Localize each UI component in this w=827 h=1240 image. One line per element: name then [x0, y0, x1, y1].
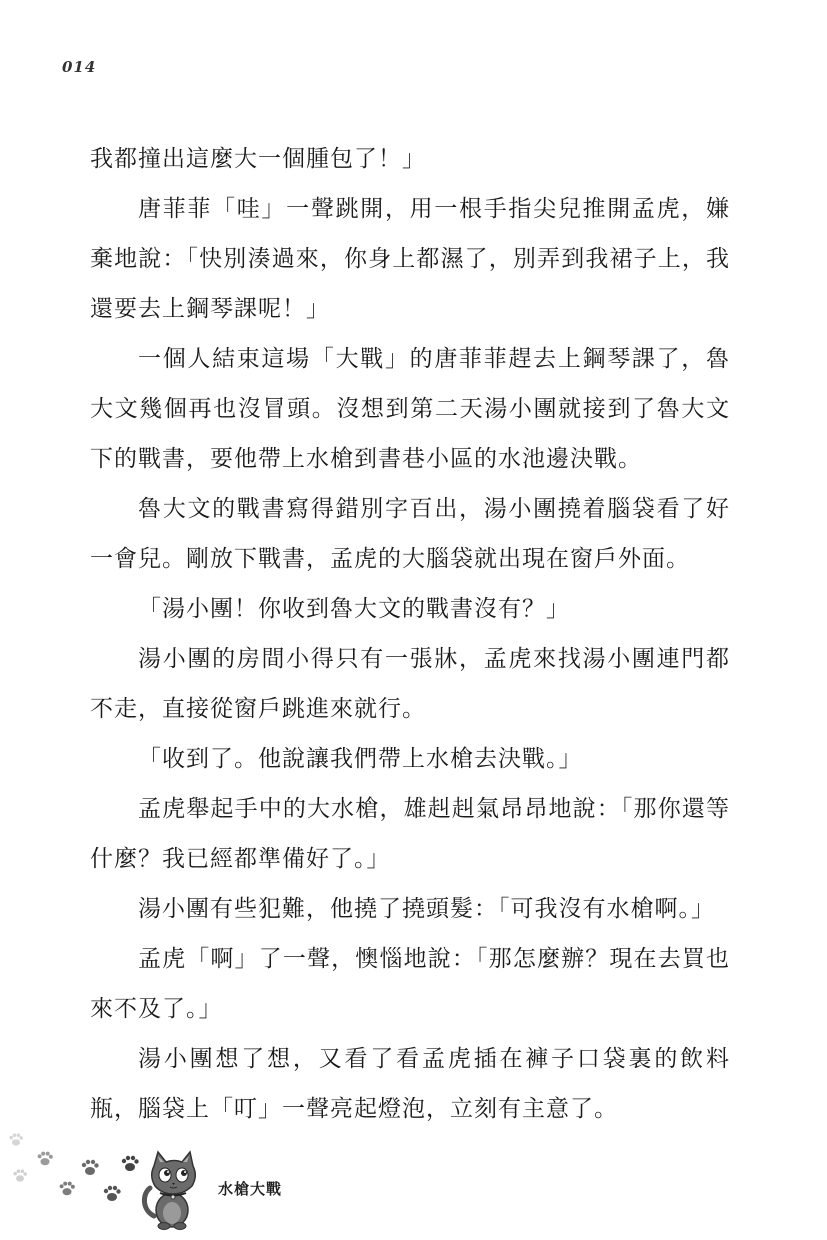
paw-print-icon [120, 1154, 140, 1174]
paragraph: 一個人結束這場「大戰」的唐菲菲趕去上鋼琴課了，魯大文幾個再也沒冒頭。沒想到第二天湯小團就接到了魯大文下的戰書，要他帶上水槍到書巷小區的水池邊決戰。 [90, 346, 730, 472]
paw-print-icon [12, 1168, 28, 1184]
paragraph: 湯小團有些犯難，他撓了撓頭髮：「可我沒有水槍啊。」 [138, 896, 715, 922]
footer-chapter-title: 水槍大戰 [218, 1180, 283, 1198]
body-text [90, 134, 730, 1134]
paragraph: 「收到了。他說讓我們帶上水槍去決戰。」 [138, 746, 583, 772]
page-number: 014 [62, 58, 97, 76]
cartoon-cat-icon [140, 1150, 210, 1230]
paragraph: 「湯小團！你收到魯大文的戰書沒有？」 [138, 596, 570, 622]
paw-print-icon [80, 1158, 100, 1178]
paragraph: 湯小團想了想，又看了看孟虎插在褲子口袋裏的飲料瓶，腦袋上「叮」一聲亮起燈泡，立刻有主意了。 [90, 1046, 730, 1122]
paragraph: 魯大文的戰書寫得錯別字百出，湯小團撓着腦袋看了好一會兒。剛放下戰書，孟虎的大腦袋就出現在窗戶外面。 [90, 496, 730, 572]
paw-prints-decoration [0, 1120, 160, 1240]
paragraph: 唐菲菲「哇」一聲跳開，用一根手指尖兒推開孟虎，嫌棄地說：「快別湊過來，你身上都濕了，別弄到我裙子上，我還要去上鋼琴課呢！」 [90, 196, 730, 322]
paragraph: 孟虎「啊」了一聲，懊惱地說：「那怎麼辦？現在去買也來不及了。」 [90, 946, 730, 1022]
paragraph: 湯小團的房間小得只有一張牀，孟虎來找湯小團連門都不走，直接從窗戶跳進來就行。 [90, 646, 730, 722]
paw-print-icon [102, 1184, 122, 1204]
paragraph: 孟虎舉起手中的大水槍，雄赳赳氣昂昂地說：「那你還等什麼？我已經都準備好了。」 [90, 796, 730, 872]
paw-print-icon [58, 1180, 76, 1198]
page-footer [0, 1120, 827, 1240]
paragraph: 我都撞出這麼大一個腫包了！」 [90, 146, 426, 172]
paw-print-icon [8, 1132, 24, 1148]
paw-print-icon [36, 1150, 54, 1168]
